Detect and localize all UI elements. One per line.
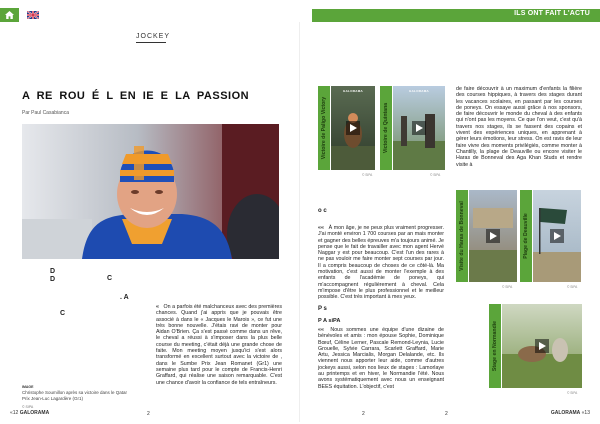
thumb-label-3-text: Visite du Haras de Bonneval [459,201,465,271]
play-button-4[interactable] [550,229,564,243]
column-2b-text: Nous sommes une équipe d'une dizaine de bénévoles et amis : mon épouse Sophie, Dominique Bœuf, Céline Lerner, Pascale Remond-Leynia, Lucie Grouelle, Sylvie Carrara, Scarlett Graffard, Marie Artu, Jessica Marcialis, Morgan Delalande, etc. Ils viennent nous apporter leur aide, comme d'autres jockeys aussi, selon nos lieux de stages : Lamorlaye au printemps et en hiver, le Normandie l'été. Nous avons systématiquement avec nous un enseignant BEES équitation. L'objectif, c'est [318,327,444,390]
thumb-2-logo: GALORAMA [408,89,430,93]
thumb-label-5 [489,304,501,388]
thumb-label-2 [380,86,392,170]
page-marker-mid: 2 [362,411,365,417]
footer-right-number: «13 [581,410,590,416]
photo-caption: Christophe Soumillon après sa victoire dans le Qatar Prix Jean-Luc Lagardère (Gr1) [22,390,128,401]
play-button-3[interactable] [486,229,500,243]
jockey-photo [22,124,279,259]
column-2b-lead: «« [318,327,328,333]
column-2-subhead-1: P s [318,306,327,312]
section-underline [136,42,166,43]
page-gutter [299,22,300,422]
home-button[interactable] [0,8,19,22]
column-2-heading: o c [318,208,327,214]
page-marker-left: 2 [147,411,150,417]
column-2 [318,225,444,301]
drop-letter-1: D [50,268,56,275]
video-thumb-2[interactable] [393,86,445,170]
footer-left-number: «12 [10,410,19,416]
column-2b [318,327,444,390]
home-icon [5,11,14,19]
photo-credit: © SIPA [22,405,34,409]
play-icon [554,232,561,240]
play-button-5[interactable] [535,339,549,353]
page-marker-right: 2 [445,411,448,417]
thumb-3-credit: © SIPA [502,285,513,289]
thumb-label-5-text: Stage en Normandie [492,320,498,372]
thumb-5-credit: © SIPA [567,391,578,395]
thumb-4-credit: © SIPA [567,285,578,289]
column-3-text: de faire découvrir à un maximum d'enfants la filière des courses hippiques, à travers des stages durant les vacances scolaires, en passant par les courses de poneys. On essaye aussi grâce à nos sponsors, de faire découvrir le monde du cheval à des enfants qui n'ont pas les moyens. Ce que l'on veut, c'est qu'à travers nos stages, ils se fassent des copains et vivent des expériences uniques, en apprenant à gérer leurs émotions, leur stress. On est ravis de leur faire vivre des moments privilégiés, comme monter à Chantilly, la plage de Deauville ou encore visiter le Haras de Bonneval des Aga Khan Studs et rendre visite à [456,86,582,168]
footer-left [10,410,49,416]
thumb-1-credit: © SIPA [362,173,373,177]
video-thumb-4[interactable] [533,190,581,282]
section-tag: JOCKEY [136,33,171,40]
section-strip[interactable] [312,9,600,22]
thumb-label-4-text: Plage de Deauville [523,213,529,259]
column-2-text: À mon âge, je ne peux plus vraiment progresser. J'ai monté environ 1 700 courses par an mais monter et gagner des belles épreuves m'a toujours animé. Je pense que le fait de travailler avec mon agent Hervé Naggar y est pour beaucoup. C'est l'un des rares à ne pas vouloir me faire monter sept courses par jour. Il a compris beaucoup de choses de ce côté-là. Ma motivation, c'est aussi de monter l'exemple à des enfants de l'académie de poneys, qui m'accompagnent régulièrement à cheval. Cela m'impose d'être le plus professionnel et le meilleur possible. C'est très important à mes yeux. [318,225,444,301]
column-1-lead: « [156,304,161,310]
article-headline: A RE ROU É L EN IE E LA PASSION [22,90,250,102]
column-3 [456,86,582,168]
play-icon [416,124,423,132]
caption-tag: IMAGE [22,385,34,389]
thumb-label-3 [456,190,468,282]
column-1-text: On a parfois été malchanceux avec des premières chances. Quand j'ai appris que je pouvais être associé à dans le « Jacques le Marois », ce fut une très bonne nouvelle. J'étais ravi de monter pour Aidan O'Brien. Ça s'est passé comme dans un rêve, le cheval a réussi à s'imposer dans la plus belle course du meeting, c'était déjà une grande chose de faite. Mon meeting moyen jusqu'ici s'est alors transformé en excellent surtout avec la victoire de , dans le Sumbe Prix Jean Romanet (Gr1) une semaine plus tard pour le compte de Francis-Henri Graffard, qui réalise une saison remarquable. C'est une chance d'avoir la confiance de tels entraîneurs. [156,304,282,386]
byline: Par Paul Casabianca [22,110,69,116]
play-icon [539,342,546,350]
play-icon [350,124,357,132]
top-bar [0,0,600,22]
thumb-label-4 [520,190,532,282]
uk-flag-icon[interactable] [27,11,39,19]
thumb-2-credit: © SIPA [430,173,441,177]
footer-right-brand: GALORAMA [550,410,581,416]
thumb-label-2-text: Victoire de Quintana [383,102,389,154]
thumb-label-1 [318,86,330,170]
footer-left-brand: GALORAMA [19,410,50,416]
video-thumb-3[interactable] [469,190,517,282]
column-1 [156,304,282,386]
play-icon [490,232,497,240]
footer-right [551,410,590,416]
drop-letter-2: C [107,275,113,282]
section-strip-label: ILS ONT FAIT L'ACTU [514,10,590,17]
play-button-1[interactable] [346,121,360,135]
drop-letter-5: C [60,310,66,317]
video-thumb-1[interactable] [331,86,375,170]
drop-letter-3: D [50,276,56,283]
column-2-subhead-2: P A siPA [318,318,341,324]
column-2-lead: «« [318,225,326,231]
video-thumb-5[interactable] [502,304,582,388]
thumb-label-1-text: Victoire de Paligo Victory [321,96,327,160]
drop-letter-4: . A [120,294,129,301]
thumb-1-logo: GALORAMA [342,89,364,93]
play-button-2[interactable] [412,121,426,135]
